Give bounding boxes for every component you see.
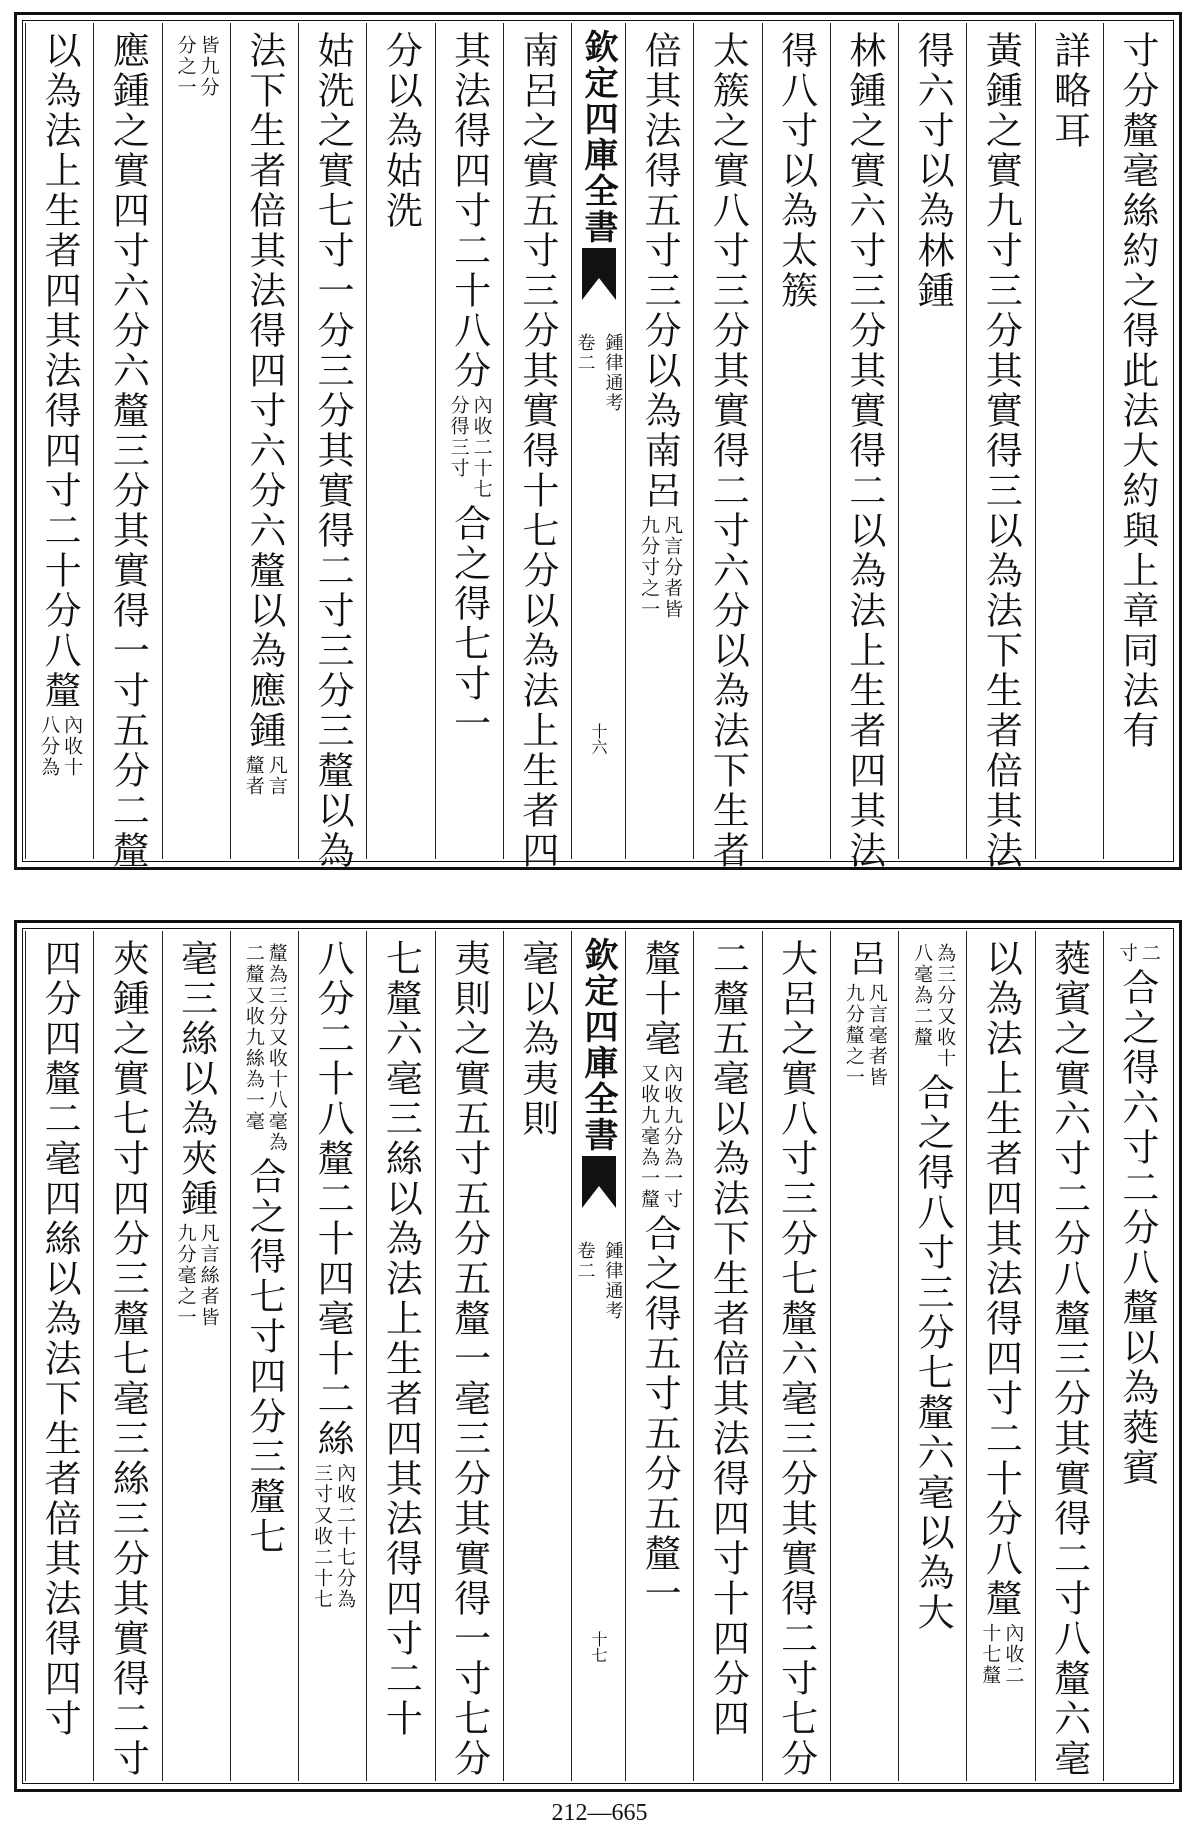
annotation-line: 分得三寸 xyxy=(447,395,470,479)
column-text: 太簇之實八寸三分其實得二寸六分以為法下生者 xyxy=(706,31,750,871)
chapter-label xyxy=(572,1241,626,1321)
inline-annotation xyxy=(243,943,286,1153)
column-text: 南呂之實五寸三分其實得十七分以為法上生者四 xyxy=(515,31,559,871)
text-column xyxy=(898,931,966,1781)
annotation-line: 凡言絲者皆 xyxy=(197,1223,220,1328)
column-mixed xyxy=(911,939,957,1633)
inline-annotation xyxy=(448,395,491,500)
text-column xyxy=(1035,931,1103,1781)
annotation-line: 內收二 xyxy=(1002,1623,1025,1686)
chapter-label-part: 卷二 xyxy=(574,1241,596,1281)
annotation-line: 皆九分 xyxy=(197,35,220,98)
column-mixed xyxy=(448,31,491,744)
inline-annotation xyxy=(311,1463,357,1610)
annotation-line: 三寸又收二十七 xyxy=(311,1463,334,1610)
text-column xyxy=(1035,23,1103,859)
column-text: 呂 xyxy=(842,939,886,979)
text-column xyxy=(625,23,693,859)
annotation-line: 內收二十七 xyxy=(470,395,493,500)
inline-annotation xyxy=(1116,943,1159,964)
text-column xyxy=(966,23,1034,871)
annotation-line: 凡言毫者皆 xyxy=(865,983,888,1088)
text-column xyxy=(503,23,571,871)
column-text: 得六寸以為林鍾 xyxy=(911,31,955,311)
text-column xyxy=(1103,23,1171,859)
column-text: 應鍾之實四寸六分六釐三分其實得一寸五分二釐 xyxy=(106,31,150,871)
annotation-line: 內收九分為一寸 xyxy=(661,1063,684,1210)
text-column xyxy=(830,931,898,1781)
annotation-line: 二 xyxy=(1138,943,1161,964)
column-text: 姑洗之實七寸一分三分其實得二寸三分三釐以為 xyxy=(311,31,355,871)
annotation-line: 內收二十七分為 xyxy=(334,1463,357,1610)
inline-annotation xyxy=(638,515,684,620)
annotation-line: 凡言分者皆 xyxy=(661,515,684,620)
inline-annotation xyxy=(38,715,84,778)
text-column xyxy=(435,23,503,859)
column-text: 合之得七寸四分三釐七 xyxy=(242,1157,286,1557)
annotation-line: 九分寸之一 xyxy=(638,515,661,620)
column-text: 毫以為夷則 xyxy=(515,939,559,1139)
column-text: 法下生者倍其法得四寸六分六釐以為應鍾 xyxy=(242,31,286,751)
text-column xyxy=(366,23,434,859)
text-column xyxy=(693,931,761,1781)
column-mixed xyxy=(243,939,286,1557)
column-text: 毫三絲以為夾鍾 xyxy=(174,939,218,1219)
column-text: 夾鍾之實七寸四分三釐七毫三絲三分其實得二寸 xyxy=(106,939,150,1779)
annotation-line: 釐者 xyxy=(242,755,265,797)
column-text: 合之得八寸三分七釐六毫以為大 xyxy=(911,1073,955,1633)
column-mixed xyxy=(311,939,357,1614)
annotation-line: 寸 xyxy=(1115,943,1138,964)
text-column xyxy=(230,931,298,1781)
inline-annotation xyxy=(243,755,286,797)
text-column xyxy=(93,931,161,1781)
annotation-line: 又收九毫為一釐 xyxy=(638,1063,661,1210)
top-page xyxy=(14,12,1182,870)
column-mixed xyxy=(243,31,286,801)
column-text: 四分四釐二毫四絲以為法下生者倍其法得四寸 xyxy=(38,939,82,1739)
annotation-line: 分之一 xyxy=(174,35,197,98)
column-text: 其法得四寸二十八分 xyxy=(447,31,491,391)
center-header-column xyxy=(571,23,625,859)
column-text: 合之得五寸五分五釐一 xyxy=(638,1214,682,1614)
annotation-line: 九分毫之一 xyxy=(174,1223,197,1328)
inline-annotation xyxy=(843,983,886,1088)
page-number: 212—665 xyxy=(551,1800,648,1826)
text-column xyxy=(298,931,366,1781)
annotation-line: 八分為 xyxy=(38,715,61,778)
text-column xyxy=(93,23,161,871)
column-mixed xyxy=(979,939,1025,1690)
inline-annotation xyxy=(175,35,218,98)
text-column xyxy=(966,931,1034,1781)
text-column xyxy=(435,931,503,1781)
text-column xyxy=(625,931,693,1781)
annotation-line: 為三分又收十 xyxy=(934,943,957,1069)
column-text: 林鍾之實六寸三分其實得二以為法上生者四其法 xyxy=(842,31,886,871)
column-text: 詳略耳 xyxy=(1047,31,1091,151)
chapter-label-part: 鍾律通考 xyxy=(602,1241,624,1321)
column-text: 分以為姑洗 xyxy=(379,31,423,231)
text-column xyxy=(25,23,93,859)
text-column xyxy=(762,931,830,1781)
column-text: 七釐六毫三絲以為法上生者四其法得四寸二十 xyxy=(379,939,423,1739)
column-mixed xyxy=(175,31,218,102)
inline-annotation xyxy=(638,1063,684,1210)
column-text: 黃鍾之實九寸三分其實得三以為法下生者倍其法 xyxy=(979,31,1023,871)
text-column xyxy=(830,23,898,871)
text-column xyxy=(25,931,93,1781)
column-text: 得八寸以為太簇 xyxy=(774,31,818,311)
text-column xyxy=(1103,931,1171,1781)
text-column xyxy=(162,23,230,859)
folio-number: 十六 xyxy=(589,723,608,755)
column-mixed xyxy=(638,939,684,1614)
book-title: 欽定四庫全書 xyxy=(578,29,618,245)
text-column xyxy=(366,931,434,1781)
annotation-line: 釐為三分又收十八毫為 xyxy=(265,943,288,1153)
book-title: 欽定四庫全書 xyxy=(578,937,618,1153)
column-mixed xyxy=(1116,939,1159,1488)
column-text: 釐十毫 xyxy=(638,939,682,1059)
column-mixed xyxy=(38,31,84,782)
bottom-page xyxy=(14,920,1182,1792)
center-header-column xyxy=(571,931,625,1781)
column-text: 大呂之實八寸三分七釐六毫三分其實得二寸七分 xyxy=(774,939,818,1779)
chapter-label xyxy=(572,333,626,413)
column-text: 以為法上生者四其法得四寸二十分八釐 xyxy=(979,939,1023,1619)
chapter-label-part: 卷二 xyxy=(574,333,596,373)
folio-number: 十七 xyxy=(589,1631,608,1663)
column-text: 以為法上生者四其法得四寸二十分八釐 xyxy=(38,31,82,711)
column-mixed xyxy=(843,939,886,1092)
fish-tail-mark xyxy=(582,1156,616,1208)
fish-tail-mark xyxy=(582,248,616,300)
bottom-columns xyxy=(25,931,1171,1781)
annotation-line: 二釐又收九絲為一毫 xyxy=(242,943,265,1132)
column-text: 倍其法得五寸三分以為南呂 xyxy=(638,31,682,511)
annotation-line: 九分釐之一 xyxy=(842,983,865,1088)
column-mixed xyxy=(638,31,684,624)
inline-annotation xyxy=(911,943,957,1069)
column-text: 合之得七寸一 xyxy=(447,504,491,744)
annotation-line: 十七釐 xyxy=(979,1623,1002,1686)
column-text: 寸分釐毫絲約之得此法大約與上章同法有 xyxy=(1115,31,1159,751)
text-column xyxy=(162,931,230,1781)
top-columns xyxy=(25,23,1171,871)
column-text: 夷則之實五寸五分五釐一毫三分其實得一寸七分 xyxy=(447,939,491,1779)
annotation-line: 內收十 xyxy=(61,715,84,778)
text-column xyxy=(230,23,298,859)
text-column xyxy=(693,23,761,871)
column-text: 二釐五毫以為法下生者倍其法得四寸十四分四 xyxy=(706,939,750,1739)
inline-annotation xyxy=(175,1223,218,1328)
annotation-line: 凡言 xyxy=(265,755,288,797)
text-column xyxy=(298,23,366,871)
chapter-label-part: 鍾律通考 xyxy=(602,333,624,413)
column-text: 合之得六寸二分八釐以為蕤賓 xyxy=(1115,968,1159,1488)
column-text: 蕤賓之實六寸二分八釐三分其實得二寸八釐六毫 xyxy=(1047,939,1091,1779)
text-column xyxy=(503,931,571,1781)
text-column xyxy=(762,23,830,859)
inline-annotation xyxy=(979,1623,1025,1686)
column-text: 八分二十八釐二十四毫十二絲 xyxy=(311,939,355,1459)
column-mixed xyxy=(175,939,218,1332)
annotation-line: 八毫為二釐 xyxy=(911,943,934,1048)
text-column xyxy=(898,23,966,859)
